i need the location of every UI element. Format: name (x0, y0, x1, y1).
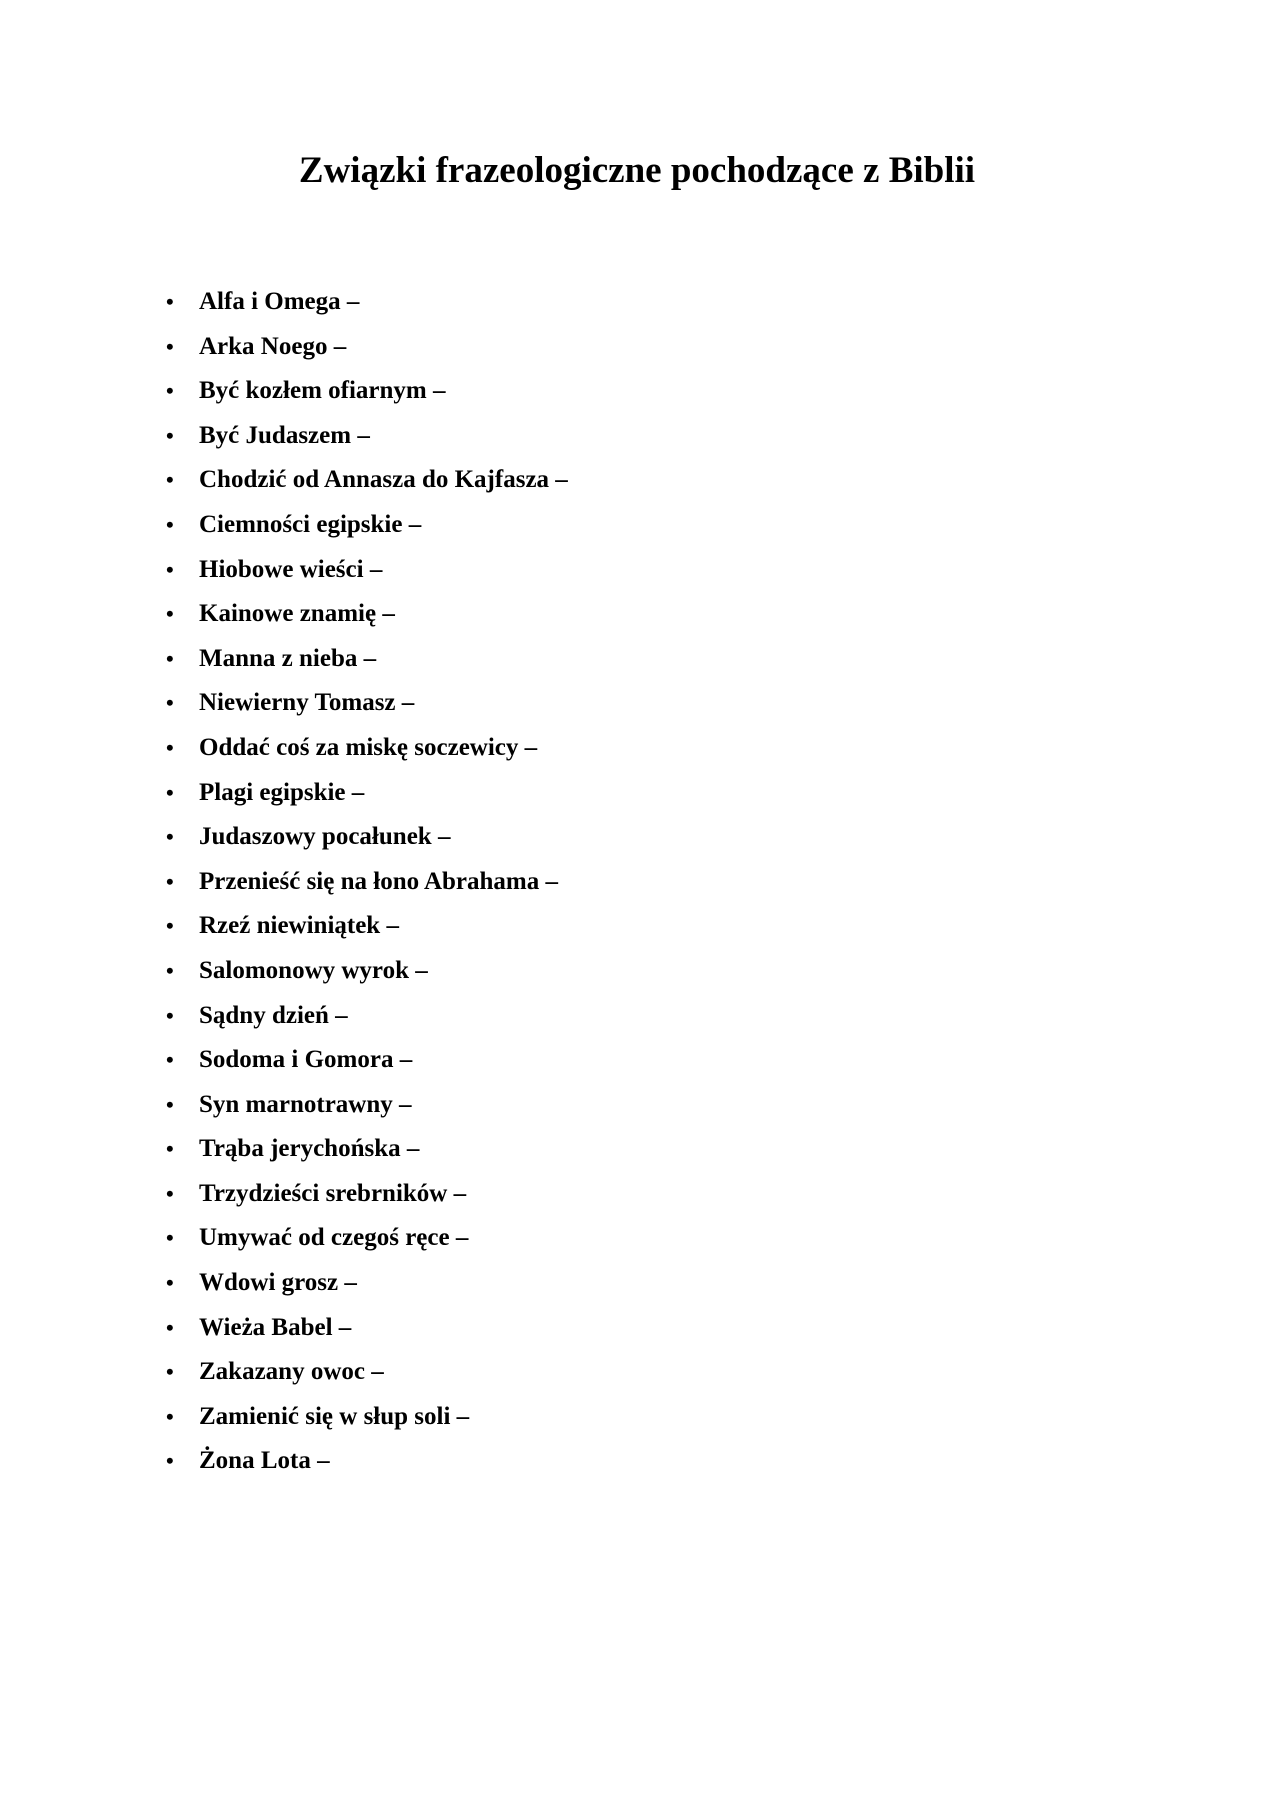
phrase-text: Chodzić od Annasza do Kajfasza – (199, 466, 568, 494)
phrase-text: Kainowe znamię – (199, 600, 395, 628)
bullet-icon: • (166, 779, 174, 805)
phrase-text: Zakazany owoc – (199, 1358, 384, 1386)
phrase-text: Przenieść się na łono Abrahama – (199, 867, 559, 895)
bullet-icon: • (166, 1091, 174, 1117)
phrase-text: Oddać coś za miskę soczewicy – (199, 733, 538, 761)
phrase-text: Judaszowy pocałunek – (199, 823, 451, 851)
bullet-icon: • (166, 601, 174, 627)
phrase-text: Salomonowy wyrok – (199, 956, 428, 984)
phrase-text: Niewierny Tomasz – (199, 689, 415, 717)
bullet-icon: • (166, 1225, 174, 1251)
document-title: Związki frazeologiczne pochodzące z Biblii (298, 150, 976, 191)
bullet-icon: • (166, 957, 174, 983)
bullet-icon: • (166, 467, 174, 493)
bullet-icon: • (166, 556, 174, 582)
bullet-icon: • (166, 1448, 174, 1474)
bullet-icon: • (166, 1136, 174, 1162)
bullet-icon: • (166, 645, 174, 671)
phrase-text: Być Judaszem – (199, 421, 370, 449)
phrase-text: Arka Noego – (199, 332, 347, 360)
bullet-icon: • (166, 289, 174, 314)
phrase-text: Plagi egipskie – (199, 778, 365, 806)
bullet-icon: • (166, 422, 174, 448)
bullet-icon: • (166, 868, 174, 894)
bullet-icon: • (166, 333, 174, 359)
phrase-text: Rzeź niewiniątek – (199, 912, 399, 940)
phrase-text: Wdowi grosz – (199, 1269, 357, 1297)
phrase-text: Żona Lota – (199, 1447, 330, 1475)
phrase-text: Manna z nieba – (199, 644, 377, 672)
bullet-icon: • (166, 824, 174, 850)
phrase-text: Sądny dzień – (199, 1001, 348, 1029)
phrase-text: Sodoma i Gomora – (199, 1046, 413, 1074)
phrase-text: Syn marnotrawny – (199, 1090, 412, 1118)
bullet-icon: • (166, 913, 174, 939)
phrase-text: Ciemności egipskie – (199, 510, 422, 538)
bullet-icon: • (166, 1359, 174, 1385)
phrase-text: Wieża Babel – (199, 1313, 352, 1341)
bullet-icon: • (166, 734, 174, 760)
phrase-text: Trąba jerychońska – (199, 1135, 420, 1163)
bullet-icon: • (166, 1403, 174, 1429)
phrase-text: Hiobowe wieści – (199, 555, 383, 583)
phrase-text: Umywać od czegoś ręce – (199, 1224, 469, 1252)
bullet-icon: • (166, 1002, 174, 1028)
phrase-text: Alfa i Omega – (199, 288, 360, 315)
phrase-text: Trzydzieści srebrników – (199, 1179, 467, 1207)
bullet-icon: • (166, 511, 174, 537)
bullet-icon: • (166, 1047, 174, 1073)
bullet-icon: • (166, 1270, 174, 1296)
phrase-text: Być kozłem ofiarnym – (199, 377, 446, 405)
bullet-icon: • (166, 378, 174, 404)
bullet-icon: • (166, 690, 174, 716)
phrase-text: Zamienić się w słup soli – (199, 1402, 470, 1430)
bullet-icon: • (166, 1314, 174, 1340)
bullet-icon: • (166, 1180, 174, 1206)
